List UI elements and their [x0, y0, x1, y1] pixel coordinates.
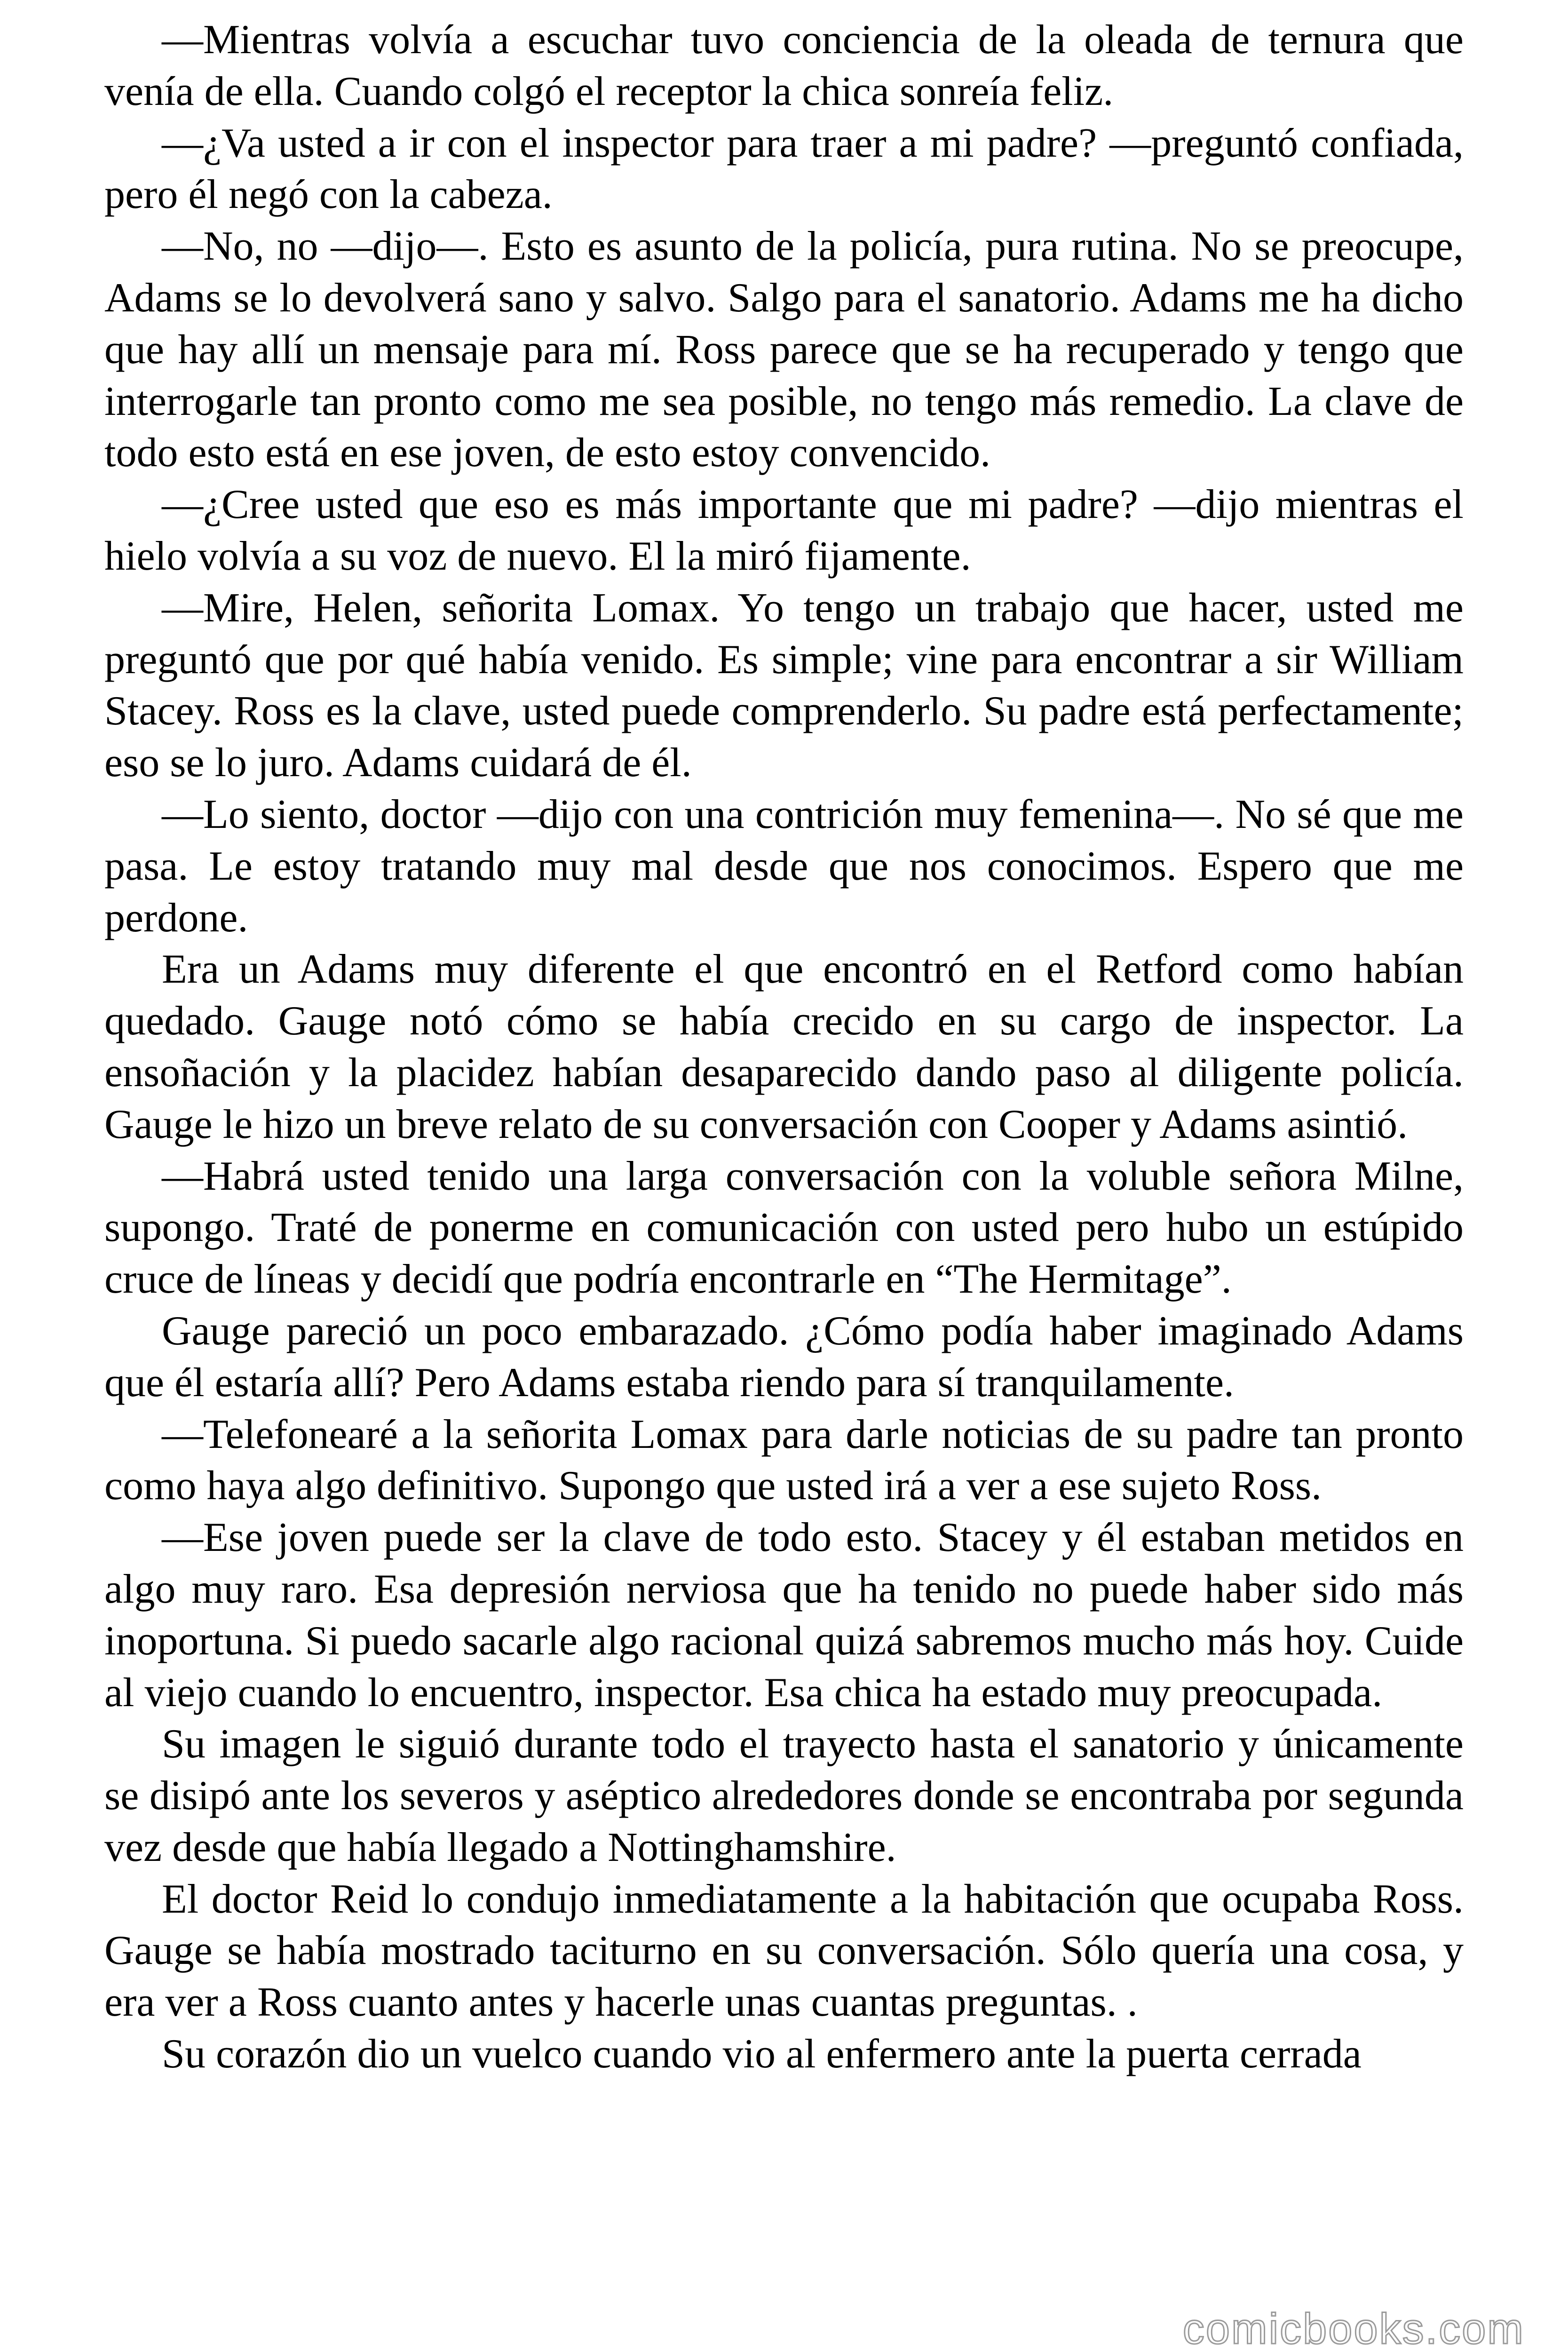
paragraph-2: —¿Va usted a ir con el inspector para traer a mi padre? —preguntó confiada, pero él negó con la cabeza. [104, 120, 1464, 218]
paragraph-11: —Ese joven puede ser la clave de todo esto. Stacey y él estaban metidos en algo muy raro. Esa depresión nerviosa que ha tenido no puede haber sido más inoportuna. Si puedo sacarle algo racional quizá sabremos mucho más hoy. Cuide al viejo cuando lo encuentro, inspector. Esa chica ha estado muy preocupada. [104, 1515, 1464, 1716]
paragraph-5: —Mire, Helen, señorita Lomax. Yo tengo un trabajo que hacer, usted me preguntó que por qué había venido. Es simple; vine para encontrar a sir William Stacey. Ross es la clave, usted puede comprenderlo. Su padre está perfectamente; eso se lo juro. Adams cuidará de él. [104, 585, 1464, 786]
paragraph-8: —Habrá usted tenido una larga conversación con la voluble señora Milne, supongo. Traté de ponerme en comunicación con usted pero hubo un estúpido cruce de líneas y decidí que podría encontrarle en “The Hermitage”. [104, 1153, 1464, 1303]
paragraph-3: —No, no —dijo—. Esto es asunto de la policía, pura rutina. No se preocupe, Adams se lo devolverá sano y salvo. Salgo para el sanatorio. Adams me ha dicho que hay allí un mensaje para mí. Ross parece que se ha recuperado y tengo que interrogarle tan pronto como me sea posible, no tengo más remedio. La clave de todo esto está en ese joven, de esto estoy convencido. [104, 223, 1464, 476]
paragraph-1: —Mientras volvía a escuchar tuvo conciencia de la oleada de ternura que venía de ella. Cuando colgó el receptor la chica sonreía feliz. [104, 17, 1464, 114]
paragraph-14: Su corazón dio un vuelco cuando vio al enfermero ante la puerta cerrada [162, 2031, 1362, 2077]
paragraph-10: —Telefonearé a la señorita Lomax para darle noticias de su padre tan pronto como haya algo definitivo. Supongo que usted irá a ver a ese sujeto Ross. [104, 1411, 1464, 1509]
paragraph-12: Su imagen le siguió durante todo el trayecto hasta el sanatorio y únicamente se disipó ante los severos y aséptico alrededores donde se encontraba por segunda vez desde que había llegado a Nottinghamshire. [104, 1721, 1464, 1870]
page-body [104, 14, 1464, 2080]
paragraph-6: —Lo siento, doctor —dijo con una contrición muy femenina—. No sé que me pasa. Le estoy tratando muy mal desde que nos conocimos. Espero que me perdone. [104, 791, 1464, 941]
paragraph-7: Era un Adams muy diferente el que encontró en el Retford como habían quedado. Gauge notó cómo se había crecido en su cargo de inspector. La ensoñación y la placidez habían desaparecido dando paso al diligente policía. Gauge le hizo un breve relato de su conversación con Cooper y Adams asintió. [104, 946, 1464, 1147]
paragraph-13: El doctor Reid lo condujo inmediatamente a la habitación que ocupaba Ross. Gauge se había mostrado taciturno en su conversación. Sólo quería una cosa, y era ver a Ross cuanto antes y hacerle unas cuantas preguntas. . [104, 1876, 1464, 2026]
paragraph-4: —¿Cree usted que eso es más importante que mi padre? —dijo mientras el hielo volvía a su voz de nuevo. El la miró fijamente. [104, 482, 1464, 579]
watermark: comicbooks.com [1182, 2305, 1525, 2352]
paragraph-9: Gauge pareció un poco embarazado. ¿Cómo podía haber imaginado Adams que él estaría allí? Pero Adams estaba riendo para sí tranquilamente. [104, 1308, 1464, 1406]
